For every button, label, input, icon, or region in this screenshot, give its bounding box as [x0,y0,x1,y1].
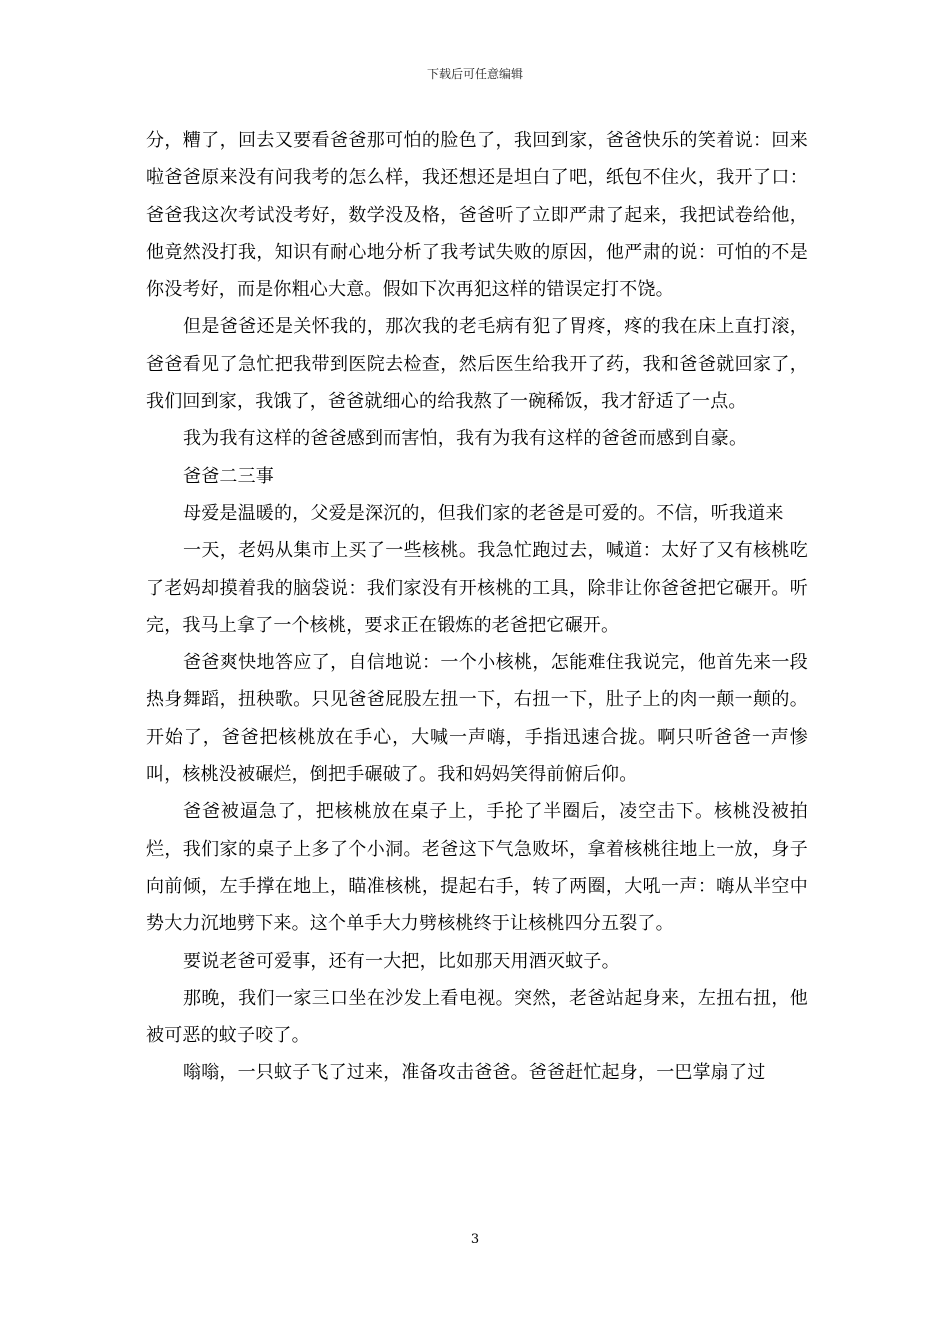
paragraph: 分，糟了，回去又要看爸爸那可怕的脸色了，我回到家，爸爸快乐的笑着说：回来啦爸爸原来没有问我考的怎么样，我还想还是坦白了吧，纸包不住火，我开了口：爸爸我这次考试没考好，数学没及格，爸爸听了立即严肃了起来，我把试卷给他，他竟然没打我，知识有耐心地分析了我考试失败的原因，他严肃的说：可怕的不是你没考好，而是你粗心大意。假如下次再犯这样的错误定打不饶。 [146,130,808,301]
paragraph: 要说老爸可爱事，还有一大把，比如那天用酒灭蚊子。 [183,950,620,972]
paragraph: 爸爸被逼急了，把核桃放在桌子上，手抡了半圈后，凌空击下。核桃没被拍烂，我们家的桌子上多了个小洞。老爸这下气急败坏，拿着核桃往地上一放，身子向前倾，左手撑在地上，瞄准核桃，提起右手，转了两圈，大吼一声：嗨从半空中势大力沉地劈下来。这个单手大力劈核桃终于让核桃四分五裂了。 [146,801,808,935]
paragraph: 母爱是温暖的，父爱是深沉的，但我们家的老爸是可爱的。不信，听我道来 [183,502,784,524]
paragraph: 嗡嗡，一只蚊子飞了过来，准备攻击爸爸。爸爸赶忙起身，一巴掌扇了过 [183,1062,766,1084]
paragraph: 但是爸爸还是关怀我的，那次我的老毛病有犯了胃疼，疼的我在床上直打滚，爸爸看见了急忙把我带到医院去检查，然后医生给我开了药，我和爸爸就回家了，我们回到家，我饿了，爸爸就细心的给我熬了一碗稀饭，我才舒适了一点。 [146,316,808,413]
paragraph: 那晚，我们一家三口坐在沙发上看电视。突然，老爸站起身来，左扭右扭，他被可恶的蚊子咬了。 [146,987,808,1047]
paragraph: 一天，老妈从集市上买了一些核桃。我急忙跑过去，喊道：太好了又有核桃吃了老妈却摸着我的脑袋说：我们家没有开核桃的工具，除非让你爸爸把它碾开。听完，我马上拿了一个核桃，要求正在锻炼的老爸把它碾开。 [146,540,808,636]
paragraph: 爸爸爽快地答应了，自信地说：一个小核桃，怎能难住我说完，他首先来一段热身舞蹈，扭秧歌。只见爸爸屁股左扭一下，右扭一下，肚子上的肉一颠一颠的。开始了，爸爸把核桃放在手心，大喊一声嗨，手指迅速合拢。啊只听爸爸一声惨叫，核桃没被碾烂，倒把手碾破了。我和妈妈笑得前俯后仰。 [146,652,808,786]
page-number: 3 [470,1232,480,1247]
page-header: 下载后可任意编辑 [426,67,523,81]
section-title: 爸爸二三事 [183,465,274,487]
paragraph: 我为我有这样的爸爸感到而害怕，我有为我有这样的爸爸而感到自豪。 [183,428,748,450]
document-body [146,122,808,1092]
